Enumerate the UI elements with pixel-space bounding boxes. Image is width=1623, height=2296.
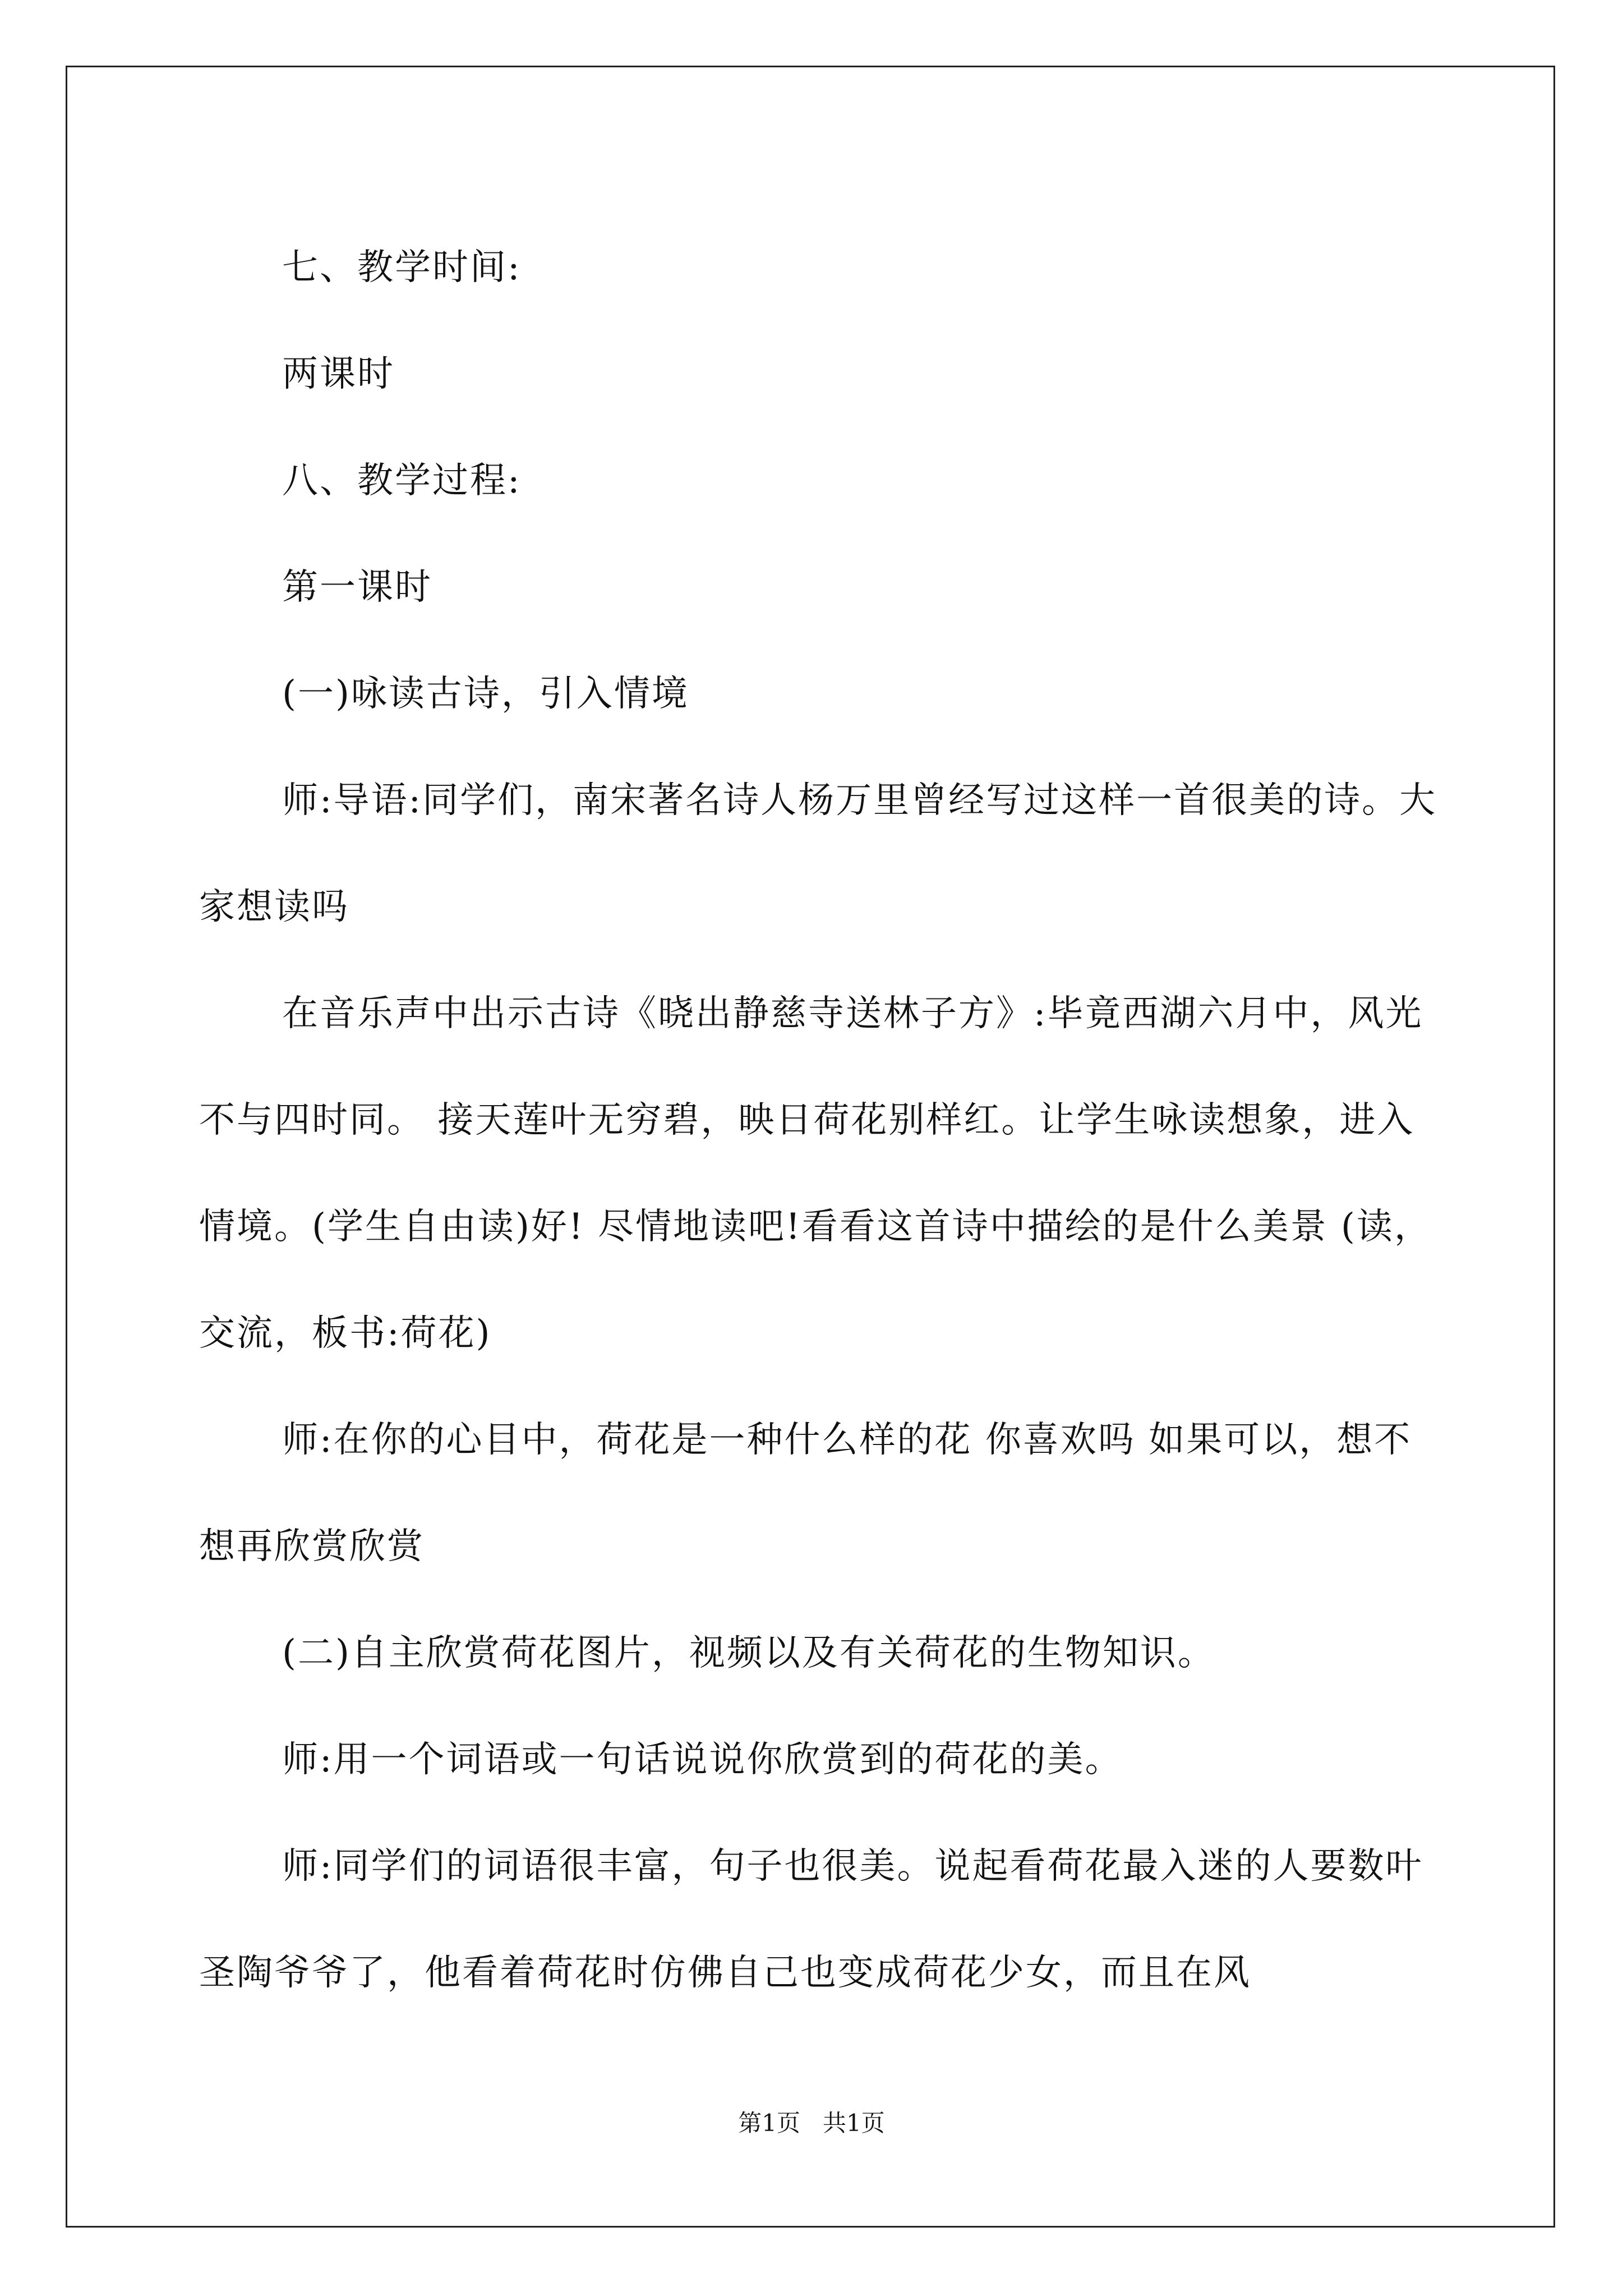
- page-number: 第1页: [738, 2109, 800, 2137]
- lesson-heading: 第一课时: [282, 567, 432, 608]
- page-total: 共1页: [823, 2109, 885, 2137]
- page-footer: [0, 2106, 1623, 2140]
- paragraph: 师:导语:同学们，南宋著名诗人杨万里曾经写过这样一首很美的诗。大家想读吗: [199, 780, 1437, 928]
- paragraph: 师:在你的心目中，荷花是一种什么样的花 你喜欢吗 如果可以，想不想再欣赏欣赏: [199, 1419, 1412, 1567]
- subsection-heading: (二)自主欣赏荷花图片，视频以及有关荷花的生物知识。: [282, 1632, 1215, 1674]
- section-heading-teaching-process: 八、教学过程:: [282, 460, 522, 501]
- paragraph: 师:用一个词语或一句话说说你欣赏到的荷花的美。: [282, 1739, 1123, 1780]
- paragraph: 师:同学们的词语很丰富，句子也很美。说起看荷花最入迷的人要数叶圣陶爷爷了，他看着荷花时仿佛自己也变成荷花少女，而且在风: [199, 1846, 1423, 1994]
- subsection-heading: (一)咏读古诗，引入情境: [282, 673, 689, 715]
- section-heading-teaching-time: 七、教学时间:: [282, 247, 522, 288]
- document-body: [199, 214, 1438, 2026]
- paragraph: 在音乐声中出示古诗《晓出静慈寺送林子方》:毕竟西湖六月中，风光不与四时同。 接天莲叶无穷碧，映日荷花别样红。让学生咏读想象，进入情境。(学生自由读)好! 尽情地读吧!看看这首诗中描绘的是什么美景 (读，交流，板书:荷花): [199, 993, 1432, 1354]
- paragraph: 两课时: [282, 353, 395, 395]
